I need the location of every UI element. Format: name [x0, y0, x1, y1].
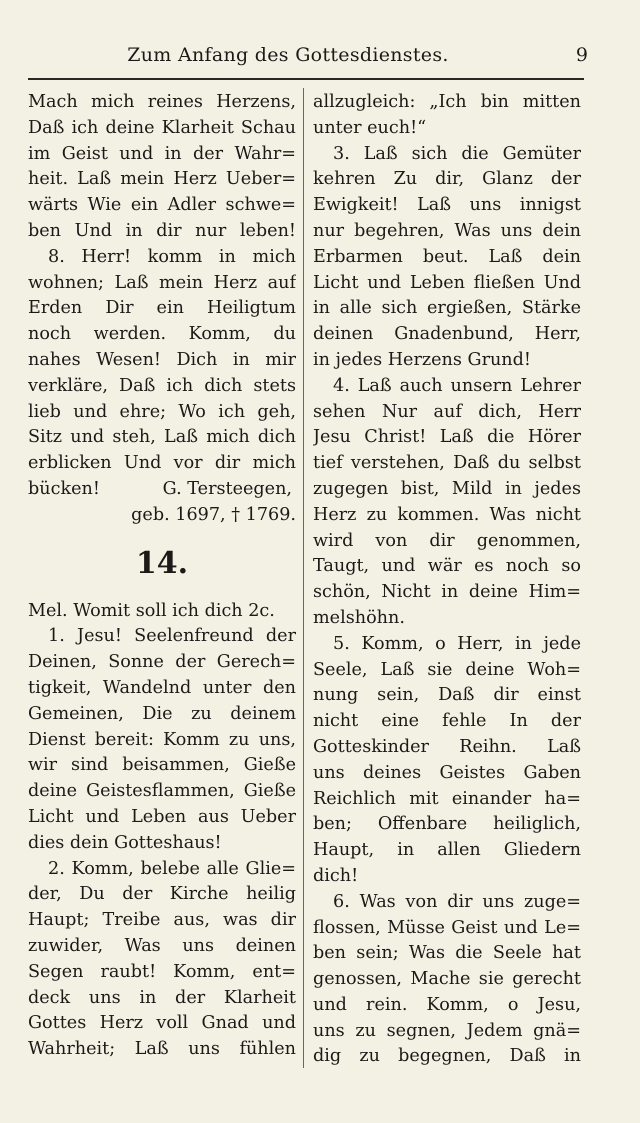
verse-line: wird von dir genommen,: [313, 530, 581, 551]
verse-line: heit. Laß mein Herz Ueber=: [28, 169, 296, 190]
verse-line: Erbarmen beut. Laß dein: [313, 246, 581, 267]
melody-line: Mel. Womit soll ich dich 2c.: [28, 600, 275, 621]
verse-line: schön, Nicht in deine Him=: [313, 582, 581, 603]
verse-line: wärts Wie ein Adler schwe=: [28, 195, 296, 216]
verse-line: Gotteskinder Reihn. Laß: [313, 736, 581, 757]
verse-line: tief verstehen, Daß du selbst: [313, 453, 581, 474]
page-number: 9: [575, 44, 588, 66]
verse-line: 4. Laß auch unsern Lehrer: [333, 375, 581, 396]
verse-line: Licht und Leben aus Ueber: [28, 806, 296, 827]
verse-line: deinen Gnadenbund, Herr,: [313, 324, 581, 345]
verse-line: zugegen bist, Mild in jedes: [313, 478, 581, 499]
verse-line: 5. Komm, o Herr, in jede: [333, 633, 581, 654]
verse-line: 3. Laß sich die Gemüter: [333, 143, 581, 164]
verse-line: Reichlich mit einander ha=: [313, 788, 581, 809]
verse-line: dich!: [313, 865, 359, 886]
verse-line: Gottes Herz voll Gnad und: [28, 1013, 296, 1034]
verse-line: Jesu Christ! Laß die Hörer: [313, 427, 581, 448]
verse-line: Licht und Leben fließen Und: [313, 272, 581, 293]
verse-line: Haupt, in allen Gliedern: [313, 840, 581, 861]
verse-line: Deinen, Sonne der Gerech=: [28, 652, 296, 673]
verse-line: Daß ich deine Klarheit Schau: [28, 117, 296, 138]
verse-line: bücken!: [28, 478, 100, 499]
verse-line: wir sind beisammen, Gieße: [28, 755, 296, 776]
right-column: [313, 90, 581, 1070]
verse-line: sehen Nur auf dich, Herr: [313, 401, 581, 422]
verse-continuation: [313, 90, 581, 142]
verse-line: in jedes Herzens Grund!: [313, 349, 531, 370]
verse-6: [313, 890, 581, 1071]
verse-line: unter euch!“: [313, 117, 427, 138]
running-header: [28, 38, 588, 72]
author-name: G. Tersteegen,: [162, 478, 292, 499]
verse-line: kehren Zu dir, Glanz der: [313, 169, 581, 190]
verse-line: flossen, Müsse Geist und Le=: [313, 917, 581, 938]
verse-line: 1. Jesu! Seelenfreund der: [48, 626, 296, 647]
verse-4: [313, 374, 581, 632]
verse-1: [28, 624, 296, 856]
verse-3: [313, 142, 581, 374]
hymn-number: 14.: [135, 545, 189, 581]
verse-line: ben; Offenbare heiliglich,: [313, 814, 581, 835]
verse-line: Gemeinen, Die zu deinem: [28, 703, 296, 724]
verse-line: lieb und ehre; Wo ich geh,: [28, 401, 296, 422]
verse-line: in alle sich ergießen, Stärke: [313, 298, 581, 319]
verse-line: Wahrheit; Laß uns fühlen: [28, 1039, 296, 1060]
verse-line: noch werden. Komm, du: [28, 324, 296, 345]
verse-line: im Geist und in der Wahr=: [28, 143, 296, 164]
verse-line: Haupt; Treibe aus, was dir: [28, 910, 296, 931]
verse-line: nur begehren, Was uns dein: [313, 220, 581, 241]
header-rule: [28, 78, 584, 80]
verse-line: wohnen; Laß mein Herz auf: [28, 272, 296, 293]
verse-line: nung sein, Daß dir einst: [313, 685, 581, 706]
verse-line: deck uns in der Klarheit: [28, 987, 296, 1008]
verse-line: Segen raubt! Komm, ent=: [28, 961, 296, 982]
verse-line: melshöhn.: [313, 607, 405, 628]
verse-line: verkläre, Daß ich dich stets: [28, 375, 296, 396]
verse-line: deine Geistesflammen, Gieße: [28, 781, 296, 802]
verse-line: dig zu begegnen, Daß in: [313, 1046, 581, 1067]
verse-line: 6. Was von dir uns zuge=: [333, 891, 581, 912]
verse-continuation: [28, 90, 296, 245]
verse-line: tigkeit, Wandelnd unter den: [28, 677, 296, 698]
verse-line: ben sein; Was die Seele hat: [313, 943, 581, 964]
verse-line: der, Du der Kirche heilig: [28, 884, 296, 905]
verse-line: zuwider, Was uns deinen: [28, 935, 296, 956]
verse-line: genossen, Mache sie gerecht: [313, 969, 581, 990]
running-title: Zum Anfang des Gottesdienstes.: [127, 44, 449, 66]
verse-line: allzugleich: „Ich bin mitten: [313, 92, 581, 112]
verse-2: [28, 857, 296, 1063]
verse-line: erblicken Und vor dir mich: [28, 453, 296, 474]
author-dates: geb. 1697, † 1769.: [131, 504, 296, 525]
verse-line: und rein. Komm, o Jesu,: [313, 994, 581, 1015]
verse-line: Sitz und steh, Laß mich dich: [28, 427, 296, 448]
verse-line: 8. Herr! komm in mich: [48, 246, 296, 267]
verse-line: 2. Komm, belebe alle Glie=: [48, 858, 296, 879]
verse-line: uns zu segnen, Jedem gnä=: [313, 1020, 581, 1041]
verse-line: nahes Wesen! Dich in mir: [28, 349, 296, 370]
verse-line: Herz zu kommen. Was nicht: [313, 504, 581, 525]
verse-line: Dienst bereit: Komm zu uns,: [28, 729, 296, 750]
column-divider: [303, 88, 304, 1068]
verse-5: [313, 632, 581, 890]
verse-line: Seele, Laß sie deine Woh=: [313, 659, 581, 680]
verse-line: uns deines Geistes Gaben: [313, 762, 581, 783]
verse-line: Ewigkeit! Laß uns innigst: [313, 195, 581, 216]
verse-line: Erden Dir ein Heiligtum: [28, 298, 296, 319]
verse-line: nicht eine fehle In der: [313, 711, 581, 732]
verse-line: Taugt, und wär es noch so: [313, 556, 581, 577]
verse-8: [28, 245, 296, 503]
verse-line: dies dein Gotteshaus!: [28, 832, 222, 853]
verse-line: Mach mich reines Herzens,: [28, 92, 296, 112]
verse-line: ben Und in dir nur leben!: [28, 220, 296, 241]
left-column: [28, 90, 296, 1063]
